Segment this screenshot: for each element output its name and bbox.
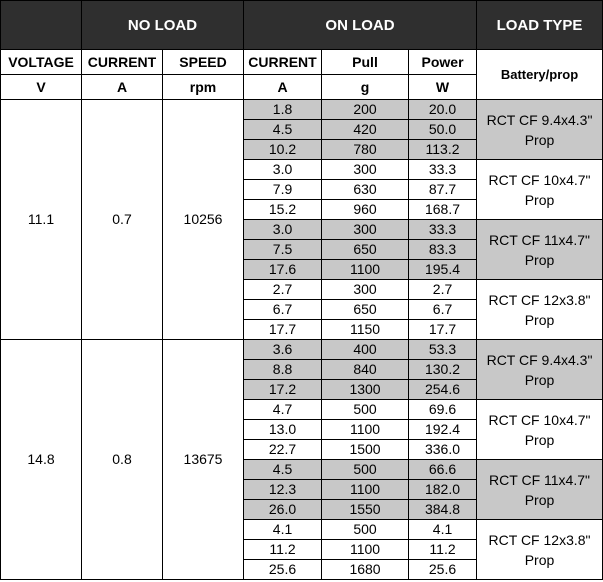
- onload-current-cell: 10.2: [244, 140, 322, 160]
- prop-cell: RCT CF 10x4.7" Prop: [477, 160, 603, 220]
- col-onload-current: CURRENT: [244, 50, 322, 75]
- pull-cell: 200: [322, 100, 409, 120]
- unit-voltage: V: [1, 75, 82, 100]
- header-on-load: ON LOAD: [244, 1, 477, 50]
- header-load-type: LOAD TYPE: [477, 1, 603, 50]
- onload-current-cell: 7.5: [244, 240, 322, 260]
- onload-current-cell: 15.2: [244, 200, 322, 220]
- pull-cell: 1100: [322, 420, 409, 440]
- col-battery-prop: Battery/prop: [477, 50, 603, 100]
- pull-cell: 1100: [322, 540, 409, 560]
- pull-cell: 500: [322, 460, 409, 480]
- pull-cell: 650: [322, 300, 409, 320]
- power-cell: 33.3: [409, 160, 477, 180]
- onload-current-cell: 17.6: [244, 260, 322, 280]
- col-speed: SPEED: [163, 50, 244, 75]
- power-cell: 384.8: [409, 500, 477, 520]
- header-no-load: NO LOAD: [82, 1, 244, 50]
- voltage-cell: 11.1: [1, 100, 82, 340]
- voltage-cell: 14.8: [1, 340, 82, 580]
- prop-cell: RCT CF 10x4.7" Prop: [477, 400, 603, 460]
- table-body: [1, 100, 603, 580]
- power-cell: 168.7: [409, 200, 477, 220]
- pull-cell: 1680: [322, 560, 409, 580]
- pull-cell: 300: [322, 280, 409, 300]
- col-pull: Pull: [322, 50, 409, 75]
- noload-current-cell: 0.8: [82, 340, 163, 580]
- power-cell: 4.1: [409, 520, 477, 540]
- onload-current-cell: 22.7: [244, 440, 322, 460]
- power-cell: 11.2: [409, 540, 477, 560]
- pull-cell: 960: [322, 200, 409, 220]
- pull-cell: 300: [322, 220, 409, 240]
- table-row: [1, 100, 603, 120]
- unit-power: W: [409, 75, 477, 100]
- header-row-sections: [1, 1, 603, 50]
- onload-current-cell: 26.0: [244, 500, 322, 520]
- power-cell: 195.4: [409, 260, 477, 280]
- onload-current-cell: 25.6: [244, 560, 322, 580]
- speed-cell: 13675: [163, 340, 244, 580]
- prop-cell: RCT CF 12x3.8" Prop: [477, 520, 603, 580]
- pull-cell: 780: [322, 140, 409, 160]
- pull-cell: 500: [322, 400, 409, 420]
- col-voltage: VOLTAGE: [1, 50, 82, 75]
- unit-speed: rpm: [163, 75, 244, 100]
- pull-cell: 300: [322, 160, 409, 180]
- pull-cell: 840: [322, 360, 409, 380]
- power-cell: 17.7: [409, 320, 477, 340]
- onload-current-cell: 17.2: [244, 380, 322, 400]
- table-row: [1, 340, 603, 360]
- onload-current-cell: 13.0: [244, 420, 322, 440]
- onload-current-cell: 4.5: [244, 460, 322, 480]
- pull-cell: 650: [322, 240, 409, 260]
- power-cell: 50.0: [409, 120, 477, 140]
- power-cell: 192.4: [409, 420, 477, 440]
- prop-cell: RCT CF 11x4.7" Prop: [477, 460, 603, 520]
- power-cell: 83.3: [409, 240, 477, 260]
- pull-cell: 630: [322, 180, 409, 200]
- speed-cell: 10256: [163, 100, 244, 340]
- unit-noload-current: A: [82, 75, 163, 100]
- onload-current-cell: 12.3: [244, 480, 322, 500]
- power-cell: 66.6: [409, 460, 477, 480]
- power-cell: 69.6: [409, 400, 477, 420]
- power-cell: 6.7: [409, 300, 477, 320]
- power-cell: 254.6: [409, 380, 477, 400]
- onload-current-cell: 17.7: [244, 320, 322, 340]
- prop-cell: RCT CF 9.4x4.3" Prop: [477, 340, 603, 400]
- power-cell: 20.0: [409, 100, 477, 120]
- onload-current-cell: 11.2: [244, 540, 322, 560]
- unit-pull: g: [322, 75, 409, 100]
- onload-current-cell: 4.1: [244, 520, 322, 540]
- onload-current-cell: 7.9: [244, 180, 322, 200]
- onload-current-cell: 8.8: [244, 360, 322, 380]
- col-power: Power: [409, 50, 477, 75]
- header-row-columns: [1, 50, 603, 75]
- power-cell: 336.0: [409, 440, 477, 460]
- onload-current-cell: 2.7: [244, 280, 322, 300]
- onload-current-cell: 3.6: [244, 340, 322, 360]
- pull-cell: 1100: [322, 480, 409, 500]
- pull-cell: 1500: [322, 440, 409, 460]
- pull-cell: 500: [322, 520, 409, 540]
- prop-cell: RCT CF 12x3.8" Prop: [477, 280, 603, 340]
- power-cell: 33.3: [409, 220, 477, 240]
- noload-current-cell: 0.7: [82, 100, 163, 340]
- header-blank-cell: [1, 1, 82, 50]
- power-cell: 25.6: [409, 560, 477, 580]
- power-cell: 113.2: [409, 140, 477, 160]
- onload-current-cell: 3.0: [244, 220, 322, 240]
- pull-cell: 1550: [322, 500, 409, 520]
- onload-current-cell: 3.0: [244, 160, 322, 180]
- power-cell: 87.7: [409, 180, 477, 200]
- prop-cell: RCT CF 11x4.7" Prop: [477, 220, 603, 280]
- pull-cell: 1150: [322, 320, 409, 340]
- prop-cell: RCT CF 9.4x4.3" Prop: [477, 100, 603, 160]
- onload-current-cell: 4.7: [244, 400, 322, 420]
- onload-current-cell: 6.7: [244, 300, 322, 320]
- unit-onload-current: A: [244, 75, 322, 100]
- power-cell: 182.0: [409, 480, 477, 500]
- onload-current-cell: 1.8: [244, 100, 322, 120]
- pull-cell: 1100: [322, 260, 409, 280]
- power-cell: 2.7: [409, 280, 477, 300]
- col-noload-current: CURRENT: [82, 50, 163, 75]
- onload-current-cell: 4.5: [244, 120, 322, 140]
- power-cell: 130.2: [409, 360, 477, 380]
- pull-cell: 420: [322, 120, 409, 140]
- pull-cell: 1300: [322, 380, 409, 400]
- pull-cell: 400: [322, 340, 409, 360]
- power-cell: 53.3: [409, 340, 477, 360]
